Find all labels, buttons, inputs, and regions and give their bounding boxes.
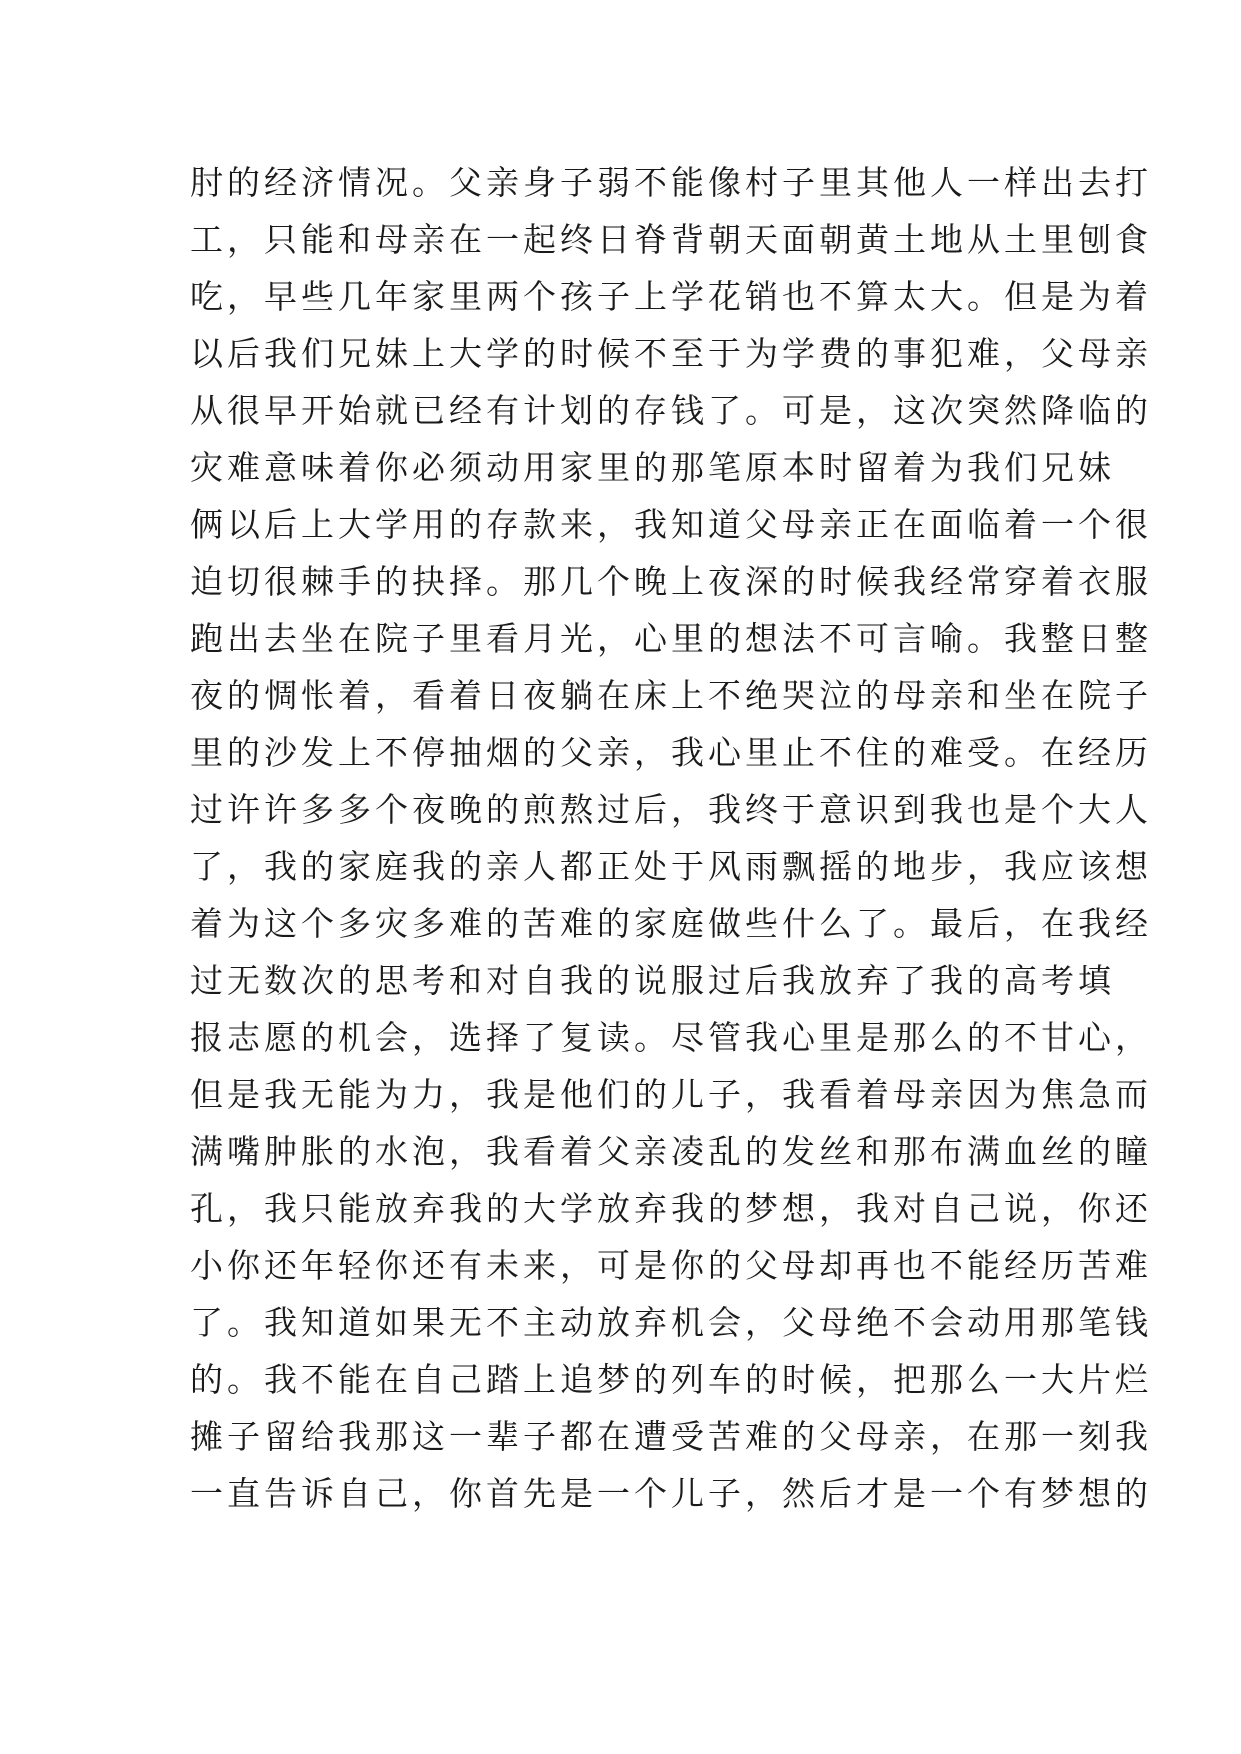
text-line: 跑出去坐在院子里看月光，心里的想法不可言喻。我整日整 (190, 619, 1152, 658)
text-line: 夜的惆怅着，看着日夜躺在床上不绝哭泣的母亲和坐在院子 (190, 676, 1152, 715)
text-line: 从很早开始就已经有计划的存钱了。可是，这次突然降临的 (190, 391, 1152, 430)
text-line: 迫切很棘手的抉择。那几个晚上夜深的时候我经常穿着衣服 (190, 562, 1152, 601)
text-line: 孔，我只能放弃我的大学放弃我的梦想，我对自己说，你还 (190, 1189, 1152, 1228)
text-line: 工，只能和母亲在一起终日脊背朝天面朝黄土地从土里刨食 (190, 220, 1152, 259)
text-line: 过无数次的思考和对自我的说服过后我放弃了我的高考填 (190, 961, 1115, 1000)
text-line: 着为这个多灾多难的苦难的家庭做些什么了。最后，在我经 (190, 904, 1152, 943)
text-line: 一直告诉自己，你首先是一个儿子，然后才是一个有梦想的 (190, 1474, 1152, 1513)
text-line: 了，我的家庭我的亲人都正处于风雨飘摇的地步，我应该想 (190, 847, 1152, 886)
text-line: 了。我知道如果无不主动放弃机会，父母绝不会动用那笔钱 (190, 1303, 1152, 1342)
text-line: 报志愿的机会，选择了复读。尽管我心里是那么的不甘心， (190, 1018, 1152, 1057)
text-line: 俩以后上大学用的存款来，我知道父母亲正在面临着一个很 (190, 505, 1152, 544)
text-line: 肘的经济情况。父亲身子弱不能像村子里其他人一样出去打 (190, 163, 1152, 202)
text-line: 小你还年轻你还有未来，可是你的父母却再也不能经历苦难 (190, 1246, 1152, 1285)
text-line: 吃，早些几年家里两个孩子上学花销也不算太大。但是为着 (190, 277, 1152, 316)
text-line: 摊子留给我那这一辈子都在遭受苦难的父母亲，在那一刻我 (190, 1417, 1152, 1456)
text-line: 灾难意味着你必须动用家里的那笔原本时留着为我们兄妹 (190, 448, 1115, 487)
text-line: 满嘴肿胀的水泡，我看着父亲凌乱的发丝和那布满血丝的瞳 (190, 1132, 1152, 1171)
text-line: 里的沙发上不停抽烟的父亲，我心里止不住的难受。在经历 (190, 733, 1152, 772)
body-text (190, 154, 1152, 1522)
text-line: 的。我不能在自己踏上追梦的列车的时候，把那么一大片烂 (190, 1360, 1152, 1399)
text-line: 但是我无能为力，我是他们的儿子，我看着母亲因为焦急而 (190, 1075, 1152, 1114)
text-line: 过许许多多个夜晚的煎熬过后，我终于意识到我也是个大人 (190, 790, 1152, 829)
text-line: 以后我们兄妹上大学的时候不至于为学费的事犯难，父母亲 (190, 334, 1152, 373)
